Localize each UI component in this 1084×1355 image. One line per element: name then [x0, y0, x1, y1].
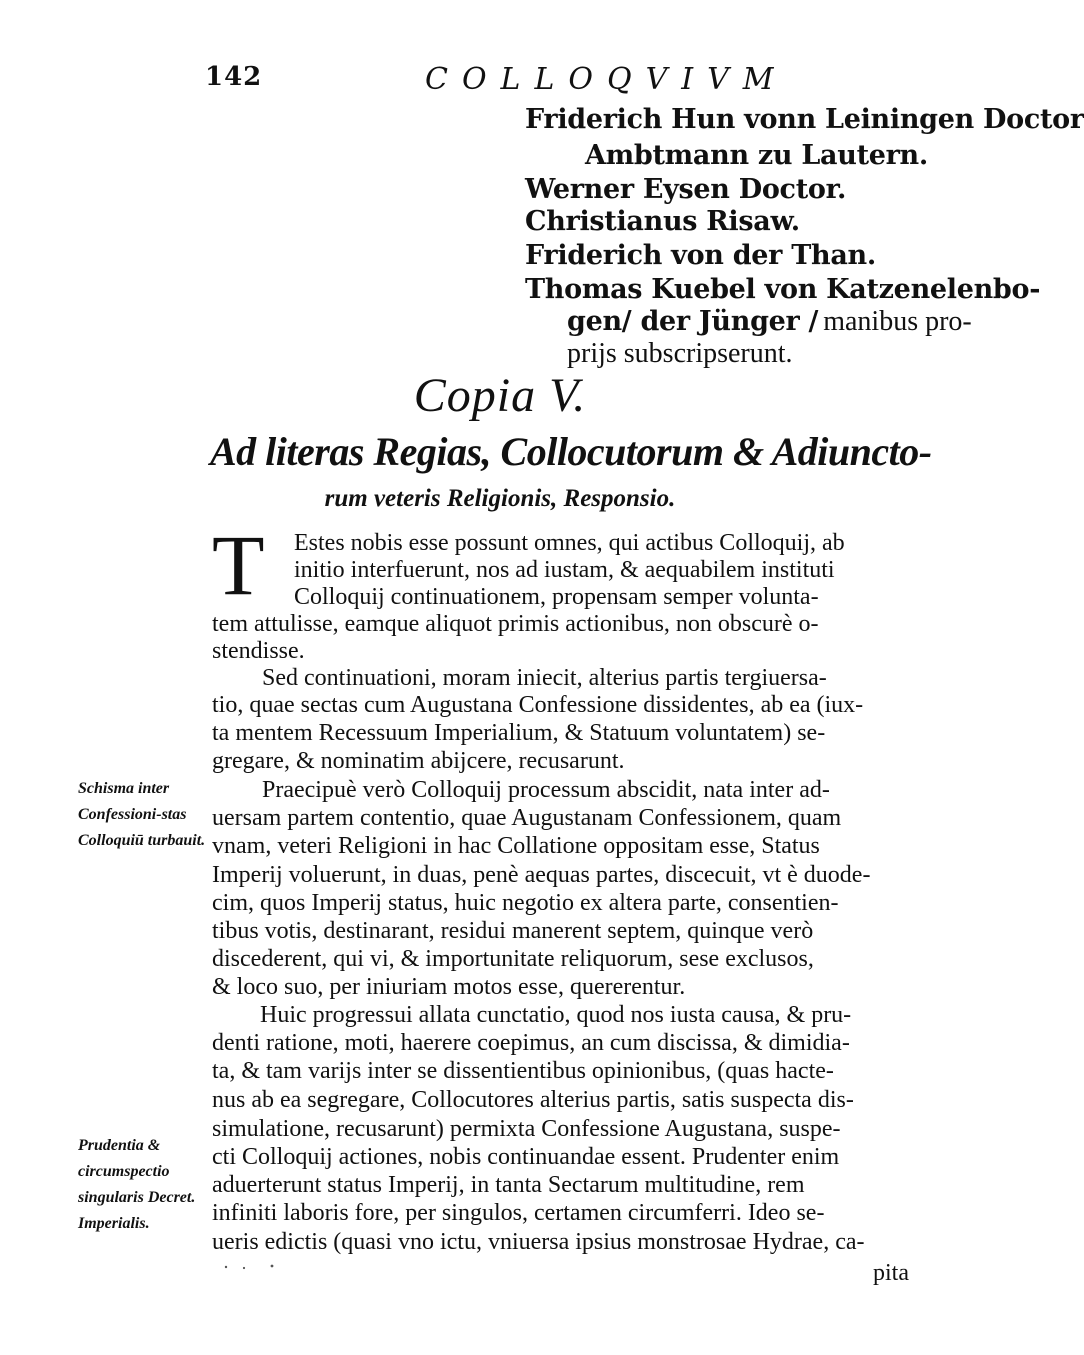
signatory-line: Thomas Kuebel von Katzenelenbo- — [525, 274, 1041, 305]
signatory-fragment: manibus pro- — [823, 306, 972, 337]
text-line: discederent, qui vi, & importunitate reliquorum, sese exclusos, — [212, 946, 814, 972]
text-line: cim, quos Imperij status, huic negotio ex altera parte, consentien- — [212, 890, 839, 916]
signatory-line: Christianus Risaw. — [525, 206, 800, 237]
text-line: nus ab ea segregare, Collocutores alterius partis, satis suspecta dis- — [212, 1087, 854, 1113]
text-line: cti Colloquij actiones, nobis continuandae essent. Prudenter enim — [212, 1144, 840, 1170]
drop-capital: T — [212, 517, 265, 613]
text-line: Estes nobis esse possunt omnes, qui actibus Colloquij, ab — [294, 530, 845, 556]
text-line: Colloquij continuationem, propensam semper volunta- — [294, 584, 819, 610]
text-line: ta mentem Recessuum Imperialium, & Statuum voluntatem) se- — [212, 720, 826, 746]
catchword: pita — [873, 1260, 909, 1286]
signatory-line — [567, 306, 997, 338]
signatory-fragment: gen/ der Jünger / — [567, 306, 819, 337]
text-line: uersam partem contentio, quae Augustanam Confessionem, quam — [212, 805, 842, 831]
text-line: & loco suo, per iniuriam motos esse, quererentur. — [212, 974, 686, 1000]
text-line: Imperij voluerunt, in duas, penè aequas partes, discecuit, vt è duode- — [212, 862, 871, 888]
text-line: Huic progressui allata cunctatio, quod nos iusta causa, & pru- — [260, 1002, 852, 1028]
margin-note: Prudentia & circumspectio singularis Decret. Imperialis. — [78, 1137, 196, 1232]
text-line: ta, & tam varijs inter se dissentientibus opinionibus, (quas hacte- — [212, 1058, 834, 1084]
text-line: denti ratione, moti, haerere coepimus, an cum discissa, & dimidia- — [212, 1030, 850, 1056]
text-line: tibus votis, destinarant, residui manerent septem, quinque verò — [212, 918, 814, 944]
text-line: vnam, veteri Religioni in hac Collatione oppositam esse, Status — [212, 833, 820, 859]
signatory-line: Werner Eysen Doctor. — [525, 174, 847, 205]
text-line: ueris edictis (quasi vno ictu, vniuersa ipsius monstrosae Hydrae, ca- — [212, 1229, 865, 1255]
signatory-line: prijs subscripserunt. — [567, 338, 793, 369]
running-title: COLLOQVIVM — [425, 62, 788, 97]
page-number: 142 — [205, 62, 263, 92]
section-heading: Copia V. — [413, 369, 587, 422]
text-line: Sed continuationi, moram iniecit, alterius partis tergiuersa- — [262, 665, 827, 691]
signatory-line: Ambtmann zu Lautern. — [585, 140, 928, 171]
section-subtitle: rum veteris Religionis, Responsio. — [324, 485, 676, 512]
text-line: tem attulisse, eamque aliquot primis actionibus, non obscurè o- — [212, 611, 819, 637]
page-header — [205, 62, 945, 102]
signatory-line: Friderich Hun vonn Leiningen Doctor — [525, 104, 1084, 135]
text-line: aduerterunt status Imperij, in tanta Sectarum multitudine, rem — [212, 1172, 805, 1198]
text-line: tio, quae sectas cum Augustana Confessione dissidentes, ab ea (iux- — [212, 692, 864, 718]
signatory-line: Friderich von der Than. — [525, 240, 876, 271]
text-line: initio interfuerunt, nos ad iustam, & aequabilem instituti — [294, 557, 835, 583]
text-line: infiniti laboris fore, per singulos, certamen circumferri. Ideo se- — [212, 1200, 825, 1226]
text-line: stendisse. — [212, 638, 305, 664]
margin-note: Schisma inter Confessioni-stas Colloquiū turbauit. — [78, 780, 206, 849]
ink-smudge — [222, 1262, 282, 1272]
text-line: simulatione, recusarunt) permixta Confessione Augustana, suspe- — [212, 1116, 841, 1142]
section-title: Ad literas Regias, Collocutorum & Adiuncto- — [210, 429, 932, 474]
text-line: gregare, & nominatim abijcere, recusarunt. — [212, 748, 625, 774]
text-line: Praecipuè verò Colloquij processum abscidit, nata inter ad- — [262, 777, 830, 803]
